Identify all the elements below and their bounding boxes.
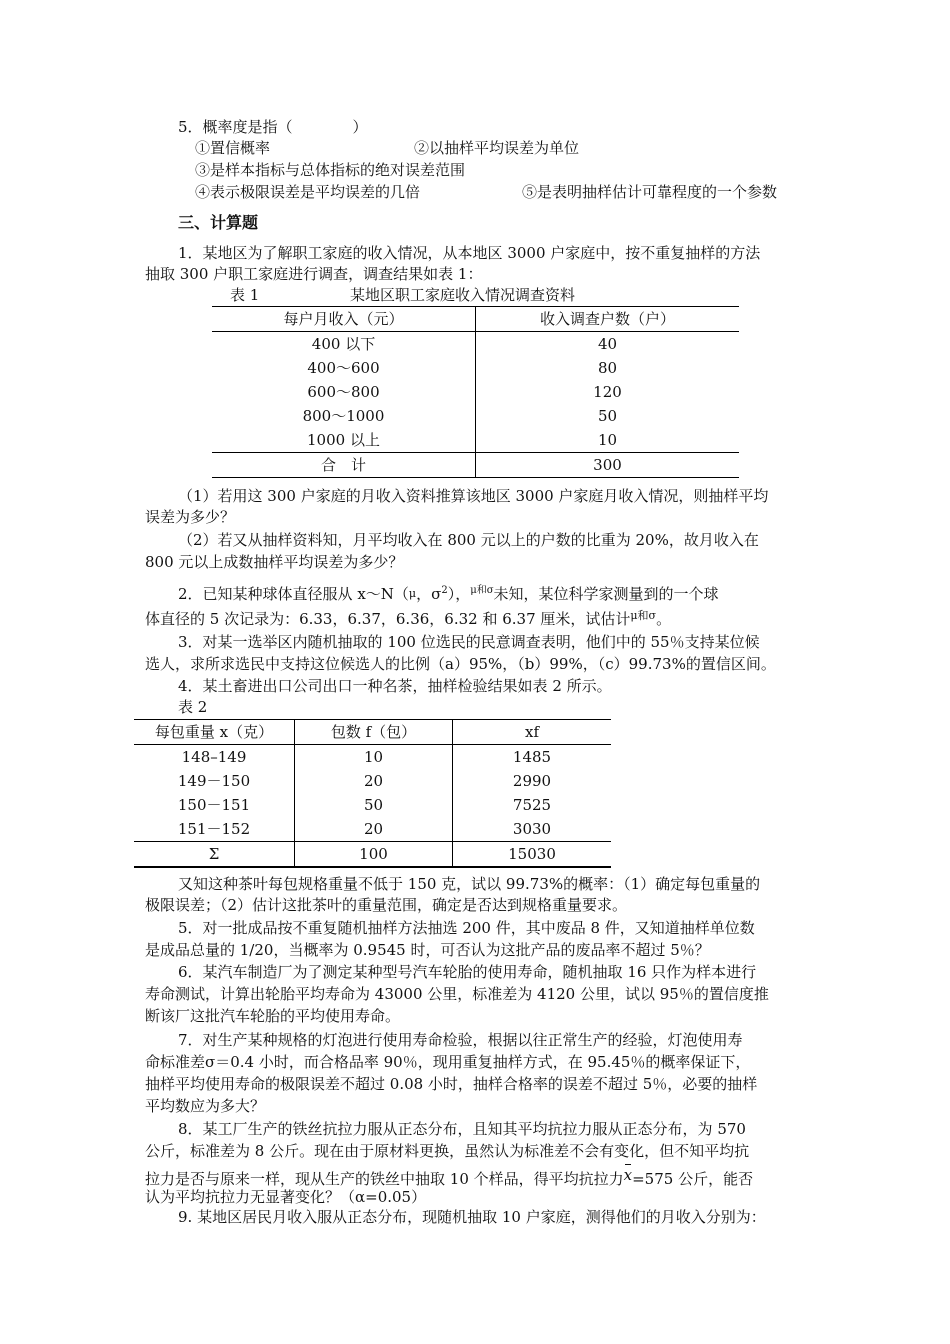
table-row (212, 332, 739, 357)
table-cell: 50 (295, 793, 453, 817)
table-cell: Σ (134, 842, 295, 868)
table-cell: 800～1000 (212, 404, 476, 428)
mu-symbol: μ (408, 587, 417, 600)
table-row (212, 428, 739, 453)
problem-2-line-2 (145, 606, 671, 629)
problem-8-line-1: 8．某工厂生产的铁丝抗拉力服从正态分布，且知其平均抗拉力服从正态分布，为 570 (178, 1120, 746, 1138)
table-2-tea-weight (134, 719, 611, 868)
table-header-cell: 收入调查户数（户） (476, 307, 740, 332)
table-cell: 300 (476, 453, 740, 478)
problem-8-line-3 (145, 1165, 753, 1189)
table-cell: 2990 (512, 772, 552, 790)
table-cell: 100 (295, 842, 453, 868)
table-total-row (212, 453, 739, 478)
sigma-symbol: σ (431, 585, 442, 603)
table-cell: 148–149 (134, 745, 295, 770)
x-bar-symbol: x (623, 1166, 633, 1184)
table-row (134, 769, 611, 793)
table-cell: 合 计 (212, 453, 476, 478)
table-header-cell: 包数 f（包） (295, 720, 453, 745)
table-1-label: 表 1 (230, 286, 260, 304)
table-cell: 20 (295, 769, 453, 793)
text-run: 未知，某位科学家测量到的一个球 (493, 585, 719, 603)
problem-9-line-1: 9. 某地区居民月收入服从正态分布，现随机抽取 10 户家庭，测得他们的月收入分别为： (178, 1208, 766, 1226)
text-run: ）， (447, 585, 471, 603)
problem-6-line-3: 断该厂这批汽车轮胎的平均使用寿命。 (145, 1007, 401, 1025)
section-title: 三、计算题 (178, 213, 259, 232)
table-cell: 149－150 (134, 769, 295, 793)
problem-3-line-1: 3．对某一选举区内随机抽取的 100 位选民的民意调查表明，他们中的 55％支持某位候 (178, 633, 760, 651)
table-cell: 400 以下 (212, 332, 476, 357)
problem-7-line-3: 抽样平均使用寿命的极限误差不超过 0.08 小时，抽样合格率的误差不超过 5％，必要的抽样 (145, 1075, 758, 1093)
table-cell: 600～800 (212, 380, 476, 404)
table-cell: 10 (295, 745, 453, 770)
table-cell: 3030 (512, 820, 552, 838)
problem-4-line-1: 4．某土畜进出口公司出口一种名茶，抽样检验结果如表 2 所示。 (178, 677, 612, 695)
mu-and-sigma-small: μ和σ (630, 609, 657, 622)
table-cell: 120 (593, 383, 622, 401)
table-cell: 50 (597, 407, 618, 425)
q5-option-2: ②以抽样平均误差为单位 (414, 139, 580, 157)
problem-7-line-2: 命标准差σ＝0.4 小时，而合格品率 90％，现用重复抽样方式，在 95.45％的概率保证下， (145, 1053, 751, 1071)
problem-7-line-4: 平均数应为多大？ (145, 1097, 266, 1115)
table-cell: 400～600 (212, 356, 476, 380)
q5-stem: 5．概率度是指（ ） (178, 118, 368, 136)
problem-1-q2-line-2: 800 元以上成数抽样平均误差为多少？ (145, 553, 404, 571)
table-1-income-survey (212, 306, 739, 478)
q5-option-4: ④表示极限误差是平均误差的几倍 (195, 183, 421, 201)
table-total-row (134, 842, 611, 868)
table-cell: 40 (597, 335, 618, 353)
text-run: 。 (656, 610, 672, 628)
table-cell: 80 (597, 359, 618, 377)
table-cell: 15030 (453, 842, 612, 868)
table-header-cell: xf (453, 720, 612, 745)
q5-option-3: ③是样本指标与总体指标的绝对误差范围 (195, 161, 466, 179)
table-cell: 10 (597, 431, 618, 449)
problem-1-q1-line-1: （1）若用这 300 户家庭的月收入资料推算该地区 3000 户家庭月收入情况，则抽样平均 (178, 487, 769, 505)
table-row (134, 817, 611, 842)
problem-6-line-2: 寿命测试，计算出轮胎平均寿命为 43000 公里，标准差为 4120 公里，试以 95％的置信度推 (145, 985, 769, 1003)
table-cell: 7525 (512, 796, 552, 814)
table-row (212, 356, 739, 380)
text-run: ， (416, 585, 432, 603)
table-cell: 151－152 (134, 817, 295, 842)
superscript-2: 2 (441, 585, 448, 596)
text-run: 2．已知某种球体直径服从 x～N（ (178, 585, 409, 603)
problem-1-q2-line-1: （2）若又从抽样资料知，月平均收入在 800 元以上的户数的比重为 20%，故月收入在 (178, 531, 759, 549)
problem-4-after-line-2: 极限误差；（2）估计这批茶叶的重量范围，确定是否达到规格重量要求。 (145, 896, 628, 914)
table-row (134, 793, 611, 817)
q5-option-5: ⑤是表明抽样估计可靠程度的一个参数 (522, 183, 778, 201)
table-header-cell: 每包重量 x（克） (134, 720, 295, 745)
table-cell: 20 (295, 817, 453, 842)
problem-5-line-2: 是成品总量的 1/20，当概率为 0.9545 时，可否认为这批产品的废品率不超过 5％？ (145, 941, 710, 959)
problem-5-line-1: 5．对一批成品按不重复随机抽样方法抽选 200 件，其中废品 8 件，又知道抽样单位数 (178, 919, 755, 937)
table-1-title: 某地区职工家庭收入情况调查资料 (350, 286, 576, 304)
problem-1-q1-line-2: 误差为多少？ (145, 508, 236, 526)
table-row (212, 380, 739, 404)
problem-6-line-1: 6．某汽车制造厂为了测定某种型号汽车轮胎的使用寿命，随机抽取 16 只作为样本进行 (178, 963, 757, 981)
q5-option-1: ①置信概率 (195, 139, 271, 157)
problem-4-after-line-1: 又知这种茶叶每包规格重量不低于 150 克，试以 99.73%的概率：（1）确定每包重量的 (178, 875, 761, 893)
table-header-cell: 每户月收入（元） (212, 307, 476, 332)
table-row (212, 404, 739, 428)
table-cell: 150－151 (134, 793, 295, 817)
text-run: =575 公斤，能否 (632, 1170, 754, 1188)
table-row (134, 745, 611, 770)
problem-3-line-2: 选人，求所求选民中支持这位候选人的比例（a）95%，（b）99%，（c）99.73%的置信区间。 (145, 655, 776, 673)
table-2-label: 表 2 (178, 698, 208, 716)
table-cell: 1000 以上 (212, 428, 476, 453)
text-run: 体直径的 5 次记录为：6.33，6.37，6.36，6.32 和 6.37 厘米，试估计 (145, 610, 631, 628)
text-run: 拉力是否与原来一样，现从生产的铁丝中抽取 10 个样品，得平均抗拉力 (145, 1170, 624, 1188)
mu-and-sigma-small: μ和σ (470, 585, 494, 596)
problem-1-line-1: 1．某地区为了解职工家庭的收入情况，从本地区 3000 户家庭中，按不重复抽样的方法 (178, 244, 761, 262)
problem-8-line-2: 公斤，标准差为 8 公斤。现在由于原材料更换，虽然认为标准差不会有变化，但不知平均抗 (145, 1142, 750, 1160)
problem-7-line-1: 7．对生产某种规格的灯泡进行使用寿命检验，根据以往正常生产的经验，灯泡使用寿 (178, 1031, 743, 1049)
problem-2-line-1 (178, 581, 719, 604)
table-header-row (134, 720, 611, 745)
problem-8-line-4: 认为平均抗拉力无显著变化？（α=0.05） (145, 1188, 427, 1206)
table-header-row (212, 307, 739, 332)
table-cell: 1485 (512, 748, 552, 766)
problem-1-line-2: 抽取 300 户职工家庭进行调查，调查结果如表 1： (145, 265, 483, 283)
